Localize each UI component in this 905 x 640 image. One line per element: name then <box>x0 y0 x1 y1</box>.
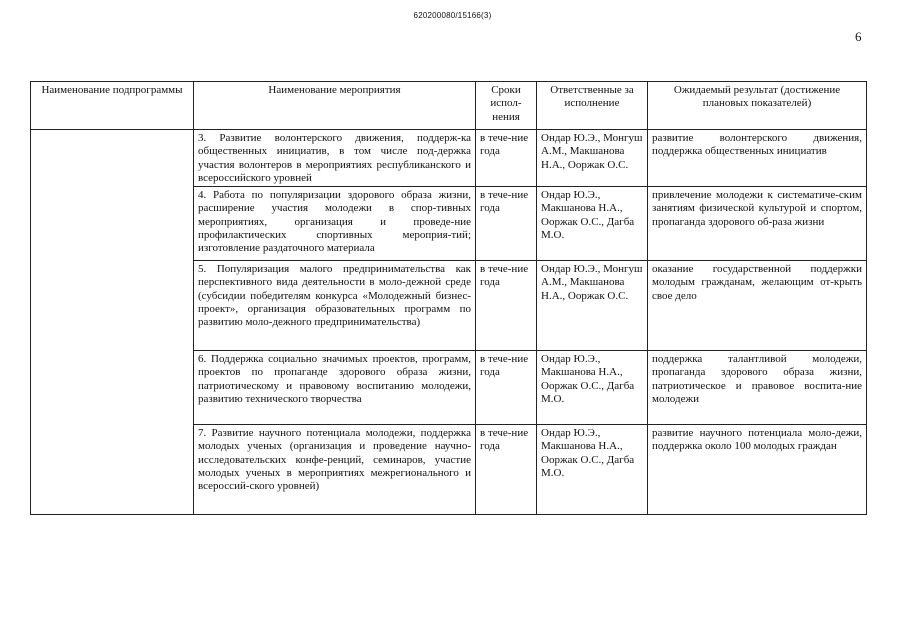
activity-cell: 6. Поддержка социально значимых проектов, программ, проектов по пропаганде здорового образа жизни, патриотическому и правовому воспитанию молодежи, развитию технического творчества <box>194 351 476 425</box>
responsible-cell: Ондар Ю.Э., Макшанова Н.А., Ооржак О.С., Дагба М.О. <box>537 425 648 515</box>
activity-cell: 7. Развитие научного потенциала молодежи, поддержка молодых ученых (организация и проведение научно-исследовательских конфе-ренций, семинаров, участие молодых ученых в мероприятиях межрегионального и всероссий-ского уровней) <box>194 425 476 515</box>
result-cell: поддержка талантливой молодежи, пропаганда здорового образа жизни, патриотическое и правовое воспита-ние молодежи <box>648 351 867 425</box>
column-header-subprogram: Наименование подпрограммы <box>31 82 194 130</box>
activity-cell: 4. Работа по популяризации здорового образа жизни, расширение участия молодежи в спор-тивных мероприятиях, организация и проведе-ние профилактических спортивных мероприя-тий; изготовление раздаточного материала <box>194 187 476 261</box>
result-cell: развитие научного потенциала моло-дежи, поддержка около 100 молодых граждан <box>648 425 867 515</box>
column-header-responsible: Ответственные за исполнение <box>537 82 648 130</box>
document-id: 620200080/15166(3) <box>413 11 492 20</box>
activity-cell: 3. Развитие волонтерского движения, поддерж-ка общественных инициатив, в том числе под-держка участия волонтеров в мероприятиях республиканского и всероссийского уровней <box>194 130 476 187</box>
column-header-deadline: Сроки испол-нения <box>476 82 537 130</box>
responsible-cell: Ондар Ю.Э., Монгуш А.М., Макшанова Н.А., Ооржак О.С. <box>537 130 648 187</box>
column-header-result: Ожидаемый результат (достижение плановых показателей) <box>648 82 867 130</box>
responsible-cell: Ондар Ю.Э., Макшанова Н.А., Ооржак О.С., Дагба М.О. <box>537 187 648 261</box>
result-cell: оказание государственной поддержки молодым гражданам, желающим от-крыть свое дело <box>648 261 867 351</box>
page-number: 6 <box>855 29 862 44</box>
activity-cell: 5. Популяризация малого предпринимательства как перспективного вида деятельности в моло-дежной среде (субсидии победителям конкурса «Молодежный бизнес-проект», организация образовательных программ по развитию моло-дежного предпринимательства) <box>194 261 476 351</box>
result-cell: развитие волонтерского движения, поддержка общественных инициатив <box>648 130 867 187</box>
activities-table <box>30 81 867 515</box>
column-header-activity: Наименование мероприятия <box>194 82 476 130</box>
deadline-cell: в тече-ние года <box>476 351 537 425</box>
deadline-cell: в тече-ние года <box>476 187 537 261</box>
header-row <box>31 82 867 130</box>
table-header <box>31 82 867 130</box>
subprogram-cell <box>31 130 194 515</box>
responsible-cell: Ондар Ю.Э., Монгуш А.М., Макшанова Н.А., Ооржак О.С. <box>537 261 648 351</box>
table-body <box>31 130 867 515</box>
deadline-cell: в тече-ние года <box>476 261 537 351</box>
deadline-cell: в тече-ние года <box>476 425 537 515</box>
result-cell: привлечение молодежи к систематиче-ским занятиям физической культурой и спортом, пропаганда здорового об-раза жизни <box>648 187 867 261</box>
responsible-cell: Ондар Ю.Э., Макшанова Н.А., Ооржак О.С., Дагба М.О. <box>537 351 648 425</box>
table-row <box>31 130 867 187</box>
deadline-cell: в тече-ние года <box>476 130 537 187</box>
